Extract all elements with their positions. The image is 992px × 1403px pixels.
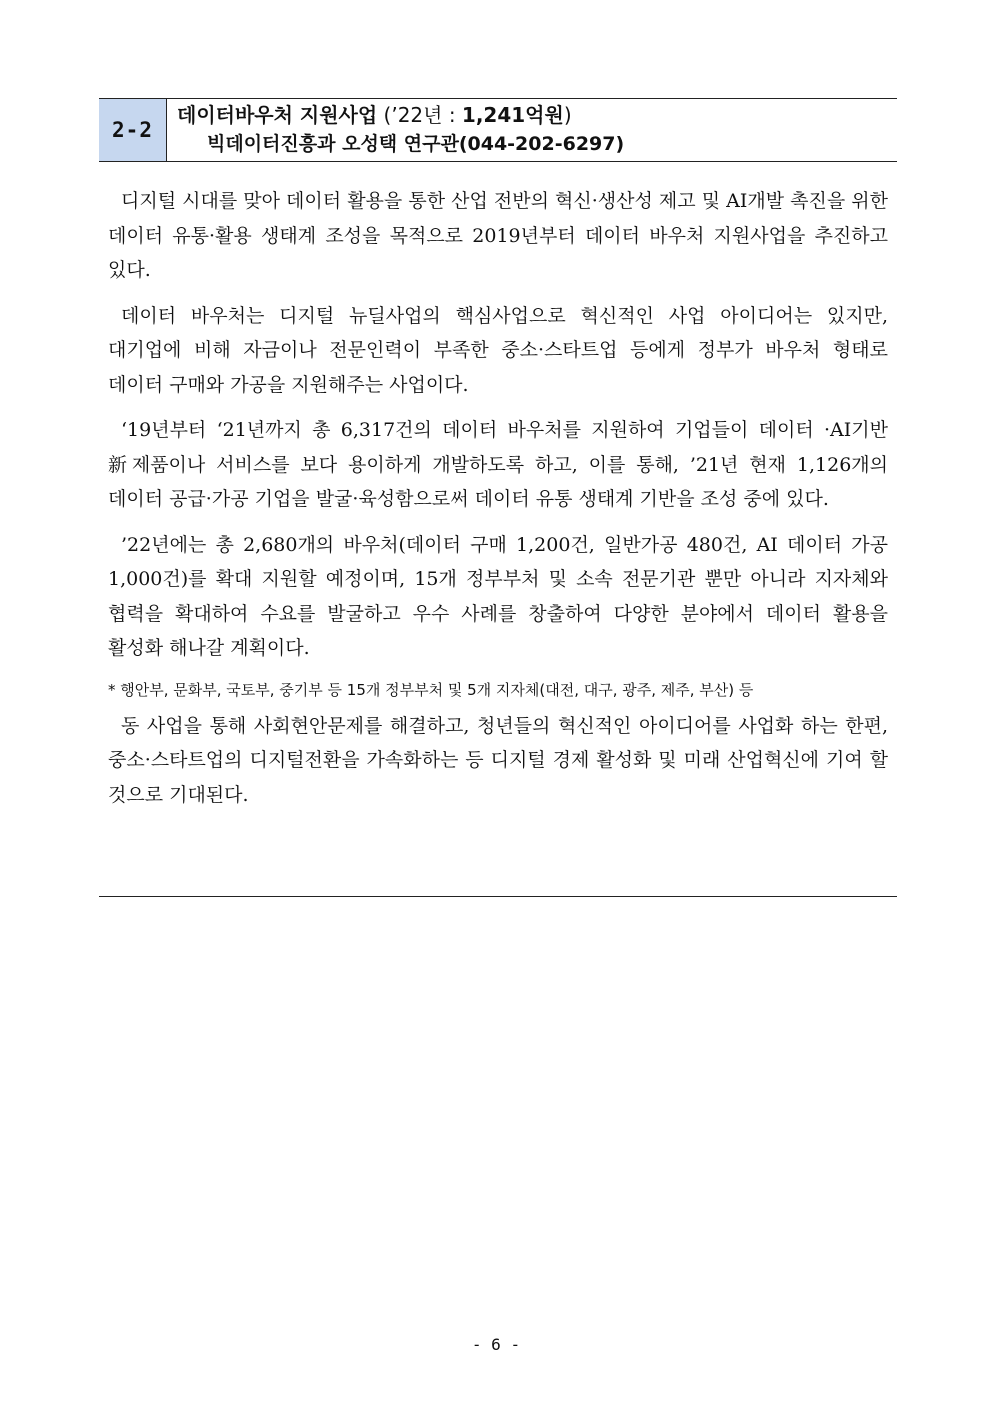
section-budget [377, 103, 571, 127]
section-number-badge: 2-2 [99, 99, 167, 161]
footnote: * 행안부, 문화부, 국토부, 중기부 등 15개 정부부처 및 5개 지자체(대전, 대구, 광주, 제주, 부산) 등 [108, 680, 754, 699]
section-divider [99, 896, 897, 897]
body-paragraph-4: ’22년에는 총 2,680개의 바우처(데이터 구매 1,200건, 일반가공 480건, AI 데이터 가공 1,000건)를 확대 지원할 예정이며, 15개 정부부처 및 소속 전문기관 뿐만 아니라 지자체와 협력을 확대하여 수요를 발굴하고 우수 사례를 창출하여 다양한 분야에서 데이터 활용을 활성화 해나갈 계획이다. [108, 533, 888, 659]
section-title-text: 데이터바우처 지원사업 [177, 103, 378, 127]
section-budget-amount: 1,241억원 [461, 103, 564, 127]
section-heading [167, 99, 897, 161]
page-number: - 6 - [471, 1335, 521, 1354]
section-budget-close: ) [563, 103, 572, 127]
section-budget-open: (’22년 : [377, 103, 462, 127]
body-paragraph-2: 데이터 바우처는 디지털 뉴딜사업의 핵심사업으로 혁신적인 사업 아이디어는 있지만, 대기업에 비해 자금이나 전문인력이 부족한 중소·스타트업 등에게 정부가 바우처 형태로 데이터 구매와 가공을 지원해주는 사업이다. [108, 304, 888, 396]
body-paragraph-1: 디지털 시대를 맞아 데이터 활용을 통한 산업 전반의 혁신·생산성 제고 및 AI개발 촉진을 위한 데이터 유통·활용 생태계 조성을 목적으로 2019년부터 데이터 바우처 지원사업을 추진하고 있다. [108, 190, 888, 281]
closing-paragraph: 동 사업을 통해 사회현안문제를 해결하고, 청년들의 혁신적인 아이디어를 사업화 하는 한편, 중소·스타트업의 디지털전환을 가속화하는 등 디지털 경제 활성화 및 미래 산업혁신에 기여 할 것으로 기대된다. [108, 714, 888, 806]
document-body [108, 184, 888, 823]
section-contact: 빅데이터진흥과 오성택 연구관(044-202-6297) [207, 133, 625, 155]
body-paragraph-3: ‘19년부터 ‘21년까지 총 6,317건의 데이터 바우처를 지원하여 기업들이 데이터 ·AI기반 新제품이나 서비스를 보다 용이하게 개발하도록 하고, 이를 통해, ’21년 현재 1,126개의 데이터 공급·가공 기업을 발굴·육성함으로써 데이터 유통 생태계 기반을 조성 중에 있다. [108, 419, 888, 510]
section-header [99, 98, 897, 162]
section-title [177, 101, 897, 130]
